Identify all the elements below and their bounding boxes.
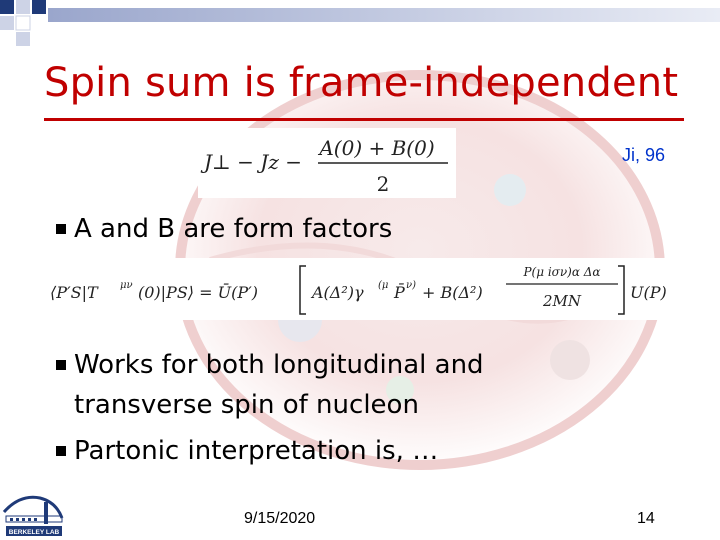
decorative-top-bar [48, 8, 720, 22]
slide-number: 14 [637, 510, 655, 527]
equation2-term-a-superscript: (μ [378, 280, 389, 291]
equation2-lhs-superscript: μν [120, 280, 133, 291]
citation: Ji, 96 [622, 145, 666, 165]
equation2-lhs: ⟨P′S|T [50, 283, 98, 302]
slide-title: Spin sum is frame-independent [44, 60, 679, 106]
equation2-fraction-numerator: P(μ iσν)α Δα [523, 265, 601, 279]
equation2-term-a-superscript-2: ν) [406, 280, 416, 291]
equation2-fraction-denominator: 2MN [542, 292, 582, 310]
equation2-rhs: U(P) [630, 283, 667, 302]
bullet-works-for-both-cont: transverse spin of nucleon [74, 390, 419, 420]
bullet-marker [56, 446, 66, 456]
equation2-term-b: + B(Δ²) [422, 283, 483, 302]
equation-numerator: A(0) + B(0) [319, 136, 435, 160]
bullet-partonic-interpretation: Partonic interpretation is, … [74, 436, 439, 466]
equation-denominator: 2 [376, 172, 390, 196]
equation-lhs: J⊥ − Jz − [204, 150, 302, 174]
bullet-marker [56, 360, 66, 370]
equation2-term-a: A(Δ²)γ [312, 283, 364, 302]
bullet-marker [56, 224, 66, 234]
logo-text: BERKELEY LAB [8, 529, 60, 536]
bullet-form-factors: A and B are form factors [74, 214, 393, 244]
berkeley-lab-logo [0, 488, 68, 540]
bullet-works-for-both: Works for both longitudinal and [74, 350, 484, 380]
footer-date: 9/15/2020 [244, 510, 316, 527]
equation-form-factor-decomposition [50, 258, 678, 320]
equation-spin-sum [198, 128, 456, 198]
equation2-term-a-rest: P̄ [394, 283, 405, 302]
title-underline [44, 118, 684, 121]
equation2-lhs-rest: (0)|PS⟩ = Ū(P′) [138, 283, 258, 302]
